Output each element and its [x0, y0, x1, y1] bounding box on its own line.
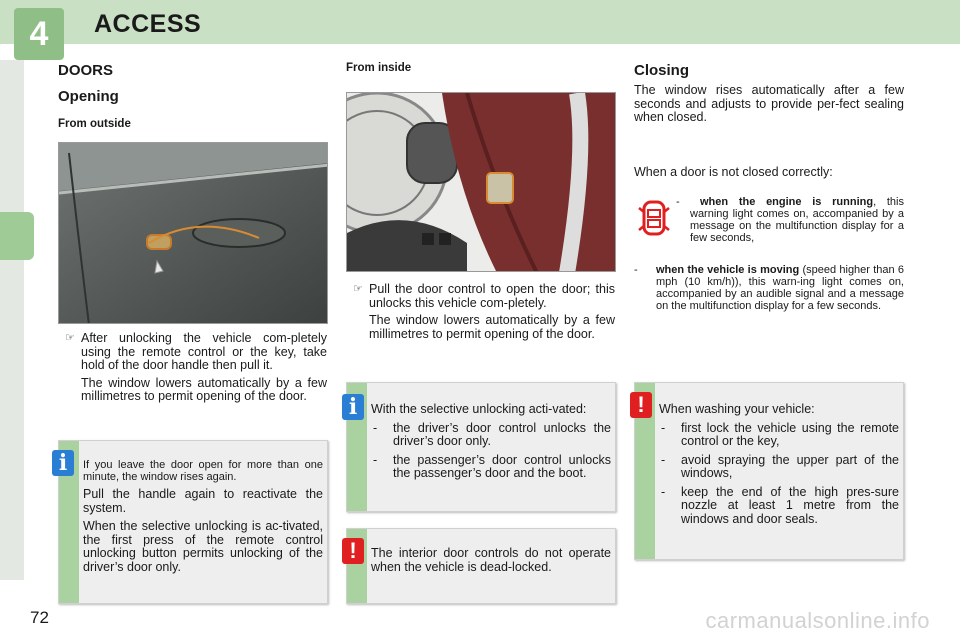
section-heading-opening: Opening: [58, 88, 119, 105]
warning-icon: !: [342, 538, 364, 564]
info-icon: i: [342, 394, 364, 420]
watermark: carmanualsonline.info: [705, 608, 930, 633]
closing-paragraph-1: The window rises automatically after a few seconds and adjusts to provide per-fect sealing when closed.: [634, 83, 904, 124]
hand-pointer-icon: ☞: [65, 332, 75, 344]
closing-engine-running: - when the engine is running, this warning light comes on, accompanied by a message on the multifunction display for a few seconds,: [676, 196, 904, 244]
info-icon: i: [52, 450, 74, 476]
page-number: 72: [30, 608, 49, 627]
inside-paragraph-2: The window lowers automatically by a few millimetres to permit opening of the door.: [369, 313, 615, 341]
info-left-line-3: When the selective unlocking is ac-tivated, the first press of the remote control unlocking button permits unlocking of the driver’s door only.: [83, 519, 323, 574]
chapter-number-tab: 4: [14, 8, 64, 60]
subheading-from-inside: From inside: [346, 62, 412, 74]
side-strip: [0, 60, 24, 580]
info-mid-item-2: - the passenger’s door control unlocks the passenger’s door and the boot.: [373, 452, 611, 480]
outside-paragraph-2: The window lowers automatically by a few millimetres to permit opening of the door.: [81, 375, 327, 403]
subheading-from-outside: From outside: [58, 118, 131, 130]
warning-right-item-2: - avoid spraying the upper part of the windows,: [661, 452, 899, 480]
info-left-line-2: Pull the handle again to reactivate the system.: [83, 487, 323, 515]
warning-icon: !: [630, 392, 652, 418]
closing-vehicle-moving: - when the vehicle is moving (speed higher than 6 mph (10 km/h)), this warn-ing light comes on, accompanied by an audible signal and a message on the multifunction display for a few seconds.: [634, 264, 904, 312]
warning-right-intro: When washing your vehicle:: [659, 402, 815, 416]
hand-pointer-icon: ☞: [353, 283, 363, 295]
door-open-warning-light-icon: [638, 198, 670, 238]
warning-mid-text: The interior door controls do not operate when the vehicle is dead-locked.: [371, 546, 611, 574]
section-heading-closing: Closing: [634, 62, 689, 79]
inside-paragraph-1: Pull the door control to open the door; this unlocks this vehicle com-pletely.: [369, 282, 615, 310]
closing-paragraph-2: When a door is not closed correctly:: [634, 165, 833, 179]
section-heading-doors: DOORS: [58, 62, 114, 79]
inside-door-control-photo: [346, 92, 616, 272]
info-left-line-1: If you leave the door open for more than one minute, the window rises again.: [83, 459, 323, 483]
info-mid-item-1: - the driver’s door control unlocks the driver’s door only.: [373, 420, 611, 448]
side-tab-marker: [0, 212, 34, 260]
inside-instructions: [353, 282, 615, 345]
warning-box-right: [634, 382, 904, 560]
info-mid-intro: With the selective unlocking acti-vated:: [371, 402, 587, 416]
warning-box-middle: [346, 528, 616, 604]
info-box-left: [58, 440, 328, 604]
info-box-middle: [346, 382, 616, 512]
warning-right-item-3: - keep the end of the high pres-sure nozzle at least 1 metre from the windows and door seals.: [661, 484, 899, 526]
outside-paragraph-1: After unlocking the vehicle com-pletely using the remote control or the key, take hold of the door handle then pull it.: [81, 331, 327, 372]
warning-right-item-1: - first lock the vehicle using the remote control or the key,: [661, 420, 899, 448]
outside-door-handle-photo: [58, 142, 328, 324]
outside-instructions: [65, 331, 327, 408]
chapter-title: ACCESS: [94, 10, 202, 38]
